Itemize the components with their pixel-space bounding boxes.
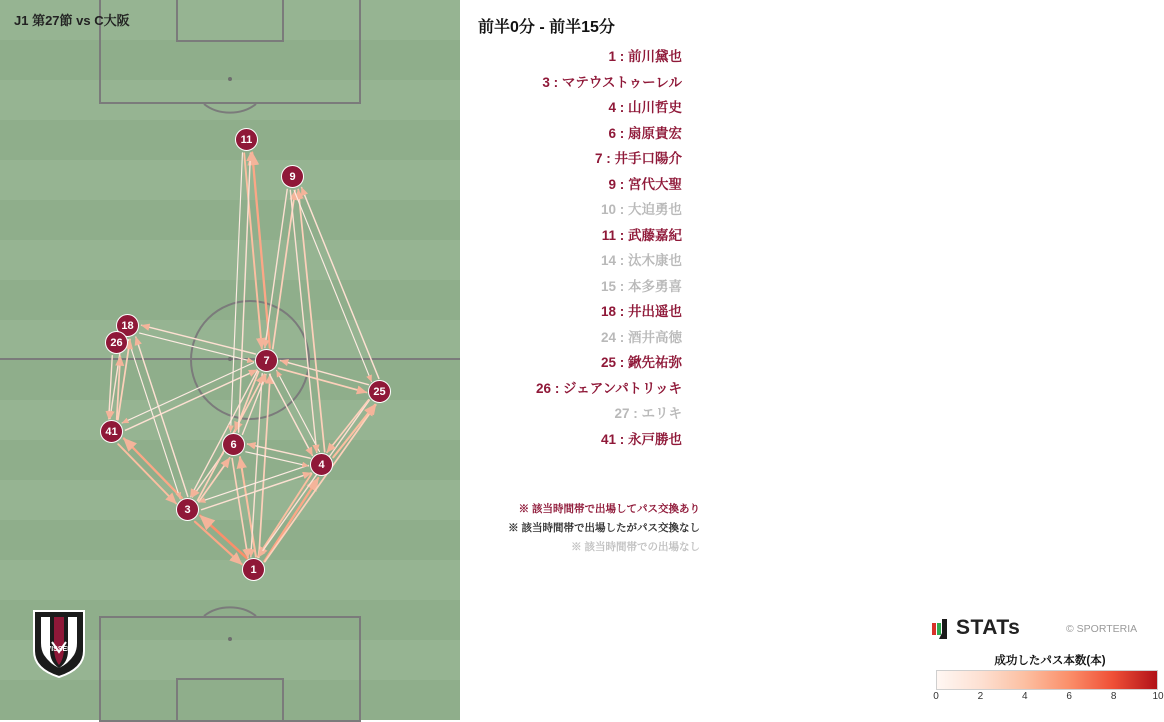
pass-edge [125,370,256,430]
pass-edge [232,458,248,557]
player-row[interactable]: 7 : 井手口陽介 [594,151,682,166]
player-row[interactable]: 14 : 汰木康也 [600,253,682,268]
player-node[interactable]: 6 [222,433,245,456]
legend-item-not-played: ※ 該当時間帯での出場なし [571,541,700,553]
pass-edge [195,522,242,565]
colorbar-tick-label: 4 [1022,691,1028,702]
pass-edge [290,190,316,452]
player-node[interactable]: 9 [281,165,304,188]
player-node[interactable]: 3 [176,498,199,521]
player-row[interactable]: 27 : エリキ [614,406,682,421]
legend-item-passes: ※ 該当時間帯で出場してパス交換あり [518,503,700,515]
pass-edge [258,474,312,557]
player-node[interactable]: 1 [242,558,265,581]
club-crest-icon [30,607,88,679]
colorbar-ticks [933,691,1164,705]
pass-edge [294,191,371,382]
pass-edge [199,458,230,502]
pass-edge [124,439,182,498]
pass-edge [264,478,318,561]
pitch-canvas [0,0,460,720]
player-row[interactable]: 11 : 武藤嘉紀 [601,227,682,243]
player-node[interactable]: 7 [255,349,278,372]
svg-text:VISSEL: VISSEL [46,646,72,653]
player-node[interactable]: 18 [116,314,139,337]
colorbar-tick-label: 2 [977,691,984,702]
player-row[interactable]: 4 : 山川哲史 [608,100,682,115]
legend-item-no-passes: ※ 該当時間帯で出場したがパス交換なし [508,522,700,534]
colorbar-tick-label: 0 [933,691,939,702]
pass-edge [270,374,313,455]
player-row[interactable]: 24 : 酒井高徳 [600,329,682,345]
pass-edge [128,340,180,499]
pass-edge [142,325,256,354]
player-row[interactable]: 25 : 鍬先祐弥 [600,355,682,370]
pass-edge [140,333,254,362]
pass-edge [333,405,375,458]
pass-edge [199,465,308,502]
player-row[interactable]: 6 : 扇原貴宏 [608,125,682,141]
stats-logo-icon [932,619,952,639]
side-panel [460,0,1164,720]
player-row[interactable]: 15 : 本多勇喜 [600,278,682,294]
pass-edge [246,452,309,466]
player-node[interactable]: 25 [368,380,391,403]
player-row[interactable]: 3 : マテウストゥーレル [542,74,682,90]
player-row[interactable]: 1 : 前川黛也 [608,49,682,64]
colorbar-tick-label: 6 [1066,691,1072,702]
brand [932,616,1162,642]
brand-copyright: © SPORTERIA [1066,623,1138,635]
player-row[interactable]: 26 : ジェアンパトリッキ [536,380,682,396]
player-row[interactable]: 10 : 大迫勇也 [600,202,682,217]
pass-edge [302,188,379,379]
colorbar [936,670,1158,690]
pass-edge [200,516,247,559]
player-node[interactable]: 26 [105,331,128,354]
player-node[interactable]: 11 [235,128,258,151]
player-list [460,44,710,452]
player-row[interactable]: 18 : 井出遥也 [600,304,682,319]
player-node[interactable]: 4 [310,453,333,476]
colorbar-title: 成功したパス本数(本) [994,655,1106,667]
time-range-title: 前半0分 - 前半15分 [478,19,615,36]
pass-edge [298,190,324,452]
pass-edge [191,371,258,497]
player-row[interactable]: 9 : 宮代大聖 [608,176,682,192]
colorbar-tick-label: 10 [1152,691,1164,702]
brand-text: STATs [956,616,1021,639]
match-title: J1 第27節 vs C大阪 [14,13,130,28]
player-row[interactable]: 41 : 永戸勝也 [600,431,682,447]
pass-edge [118,444,176,503]
legend [460,500,710,557]
pass-edge [136,337,188,496]
player-node[interactable]: 41 [100,420,123,443]
pass-edge [252,153,270,348]
colorbar-tick-label: 8 [1110,691,1117,702]
